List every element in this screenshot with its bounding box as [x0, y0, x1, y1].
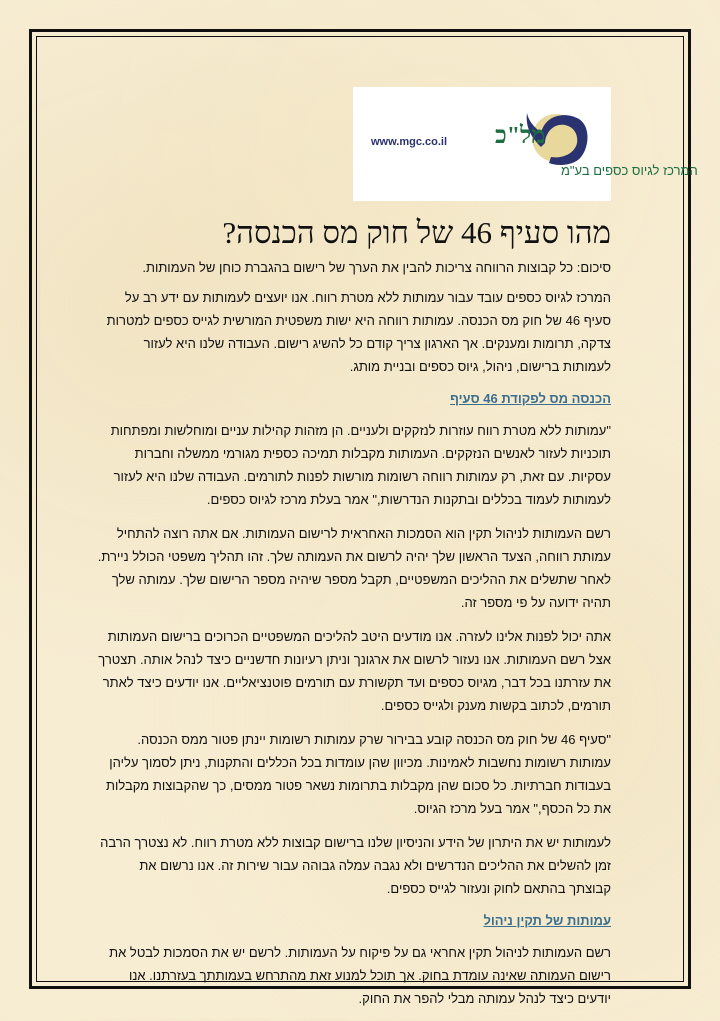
- article-title: מהו סעיף 46 של חוק מס הכנסה?: [222, 215, 611, 250]
- logo-url: www.mgc.co.il: [371, 136, 447, 148]
- section1-heading: הכנסה מס לפקודת 46 סעיף: [450, 391, 611, 406]
- section2-paragraph: רשם העמותות לניהול תקין אחראי גם על פיקוח על העמותות. לרשם יש את הסמכות לבטל את רישום העמותה שאינה עומדת בחוק. אך תוכל למנוע זאת מהתרחש בעמותתך בעזרתנו. אנו יודעים כיצד לנהל עמותה מבלי להפר את החוק.: [109, 945, 611, 1006]
- section1-paragraph: רשם העמותות לניהול תקין הוא הסמכות האחראית לרישום העמותות. אם אתה רוצה להתחיל עמותת רווחה, הצעד הראשון שלך יהיה לרשום את העמותה שלך. זהו תהליך משפטי הכולל ניירת. לאחר שתשלים את ההליכים המשפטיים, תקבל מספר שיהיה מספר הרישום שלך. עמותה שלך תהיה ידועה על פי מספר זה.: [97, 526, 611, 610]
- section1-paragraph: לעמותות יש את היתרון של הידע והניסיון שלנו ברישום קבוצות ללא מטרת רווח. לא נצטרך הרבה זמן להשלים את ההליכים הנדרשים ולא נגבה עמלה גבוהה עבור שירות זה. אנו נרשום את קבוצתך בהתאם לחוק ונעזור לגייס כספים.: [100, 835, 611, 896]
- section1-paragraph: אתה יכול לפנות אלינו לעזרה. אנו מודעים היטב להליכים המשפטיים הכרוכים ברישום העמותות אצל רשם העמותות. אנו נעזור לרשום את ארגונך וניתן רעיונות חדשניים כיצד לנהל אותה. תצטרך את עזרתנו בכל דבר, מגיוס כספים ועד תקשורת עם תורמים פוטנציאליים. אנו יודעים כיצד לאתר תורמים, לכתוב בקשות מענק ולגייס כספים.: [98, 629, 611, 713]
- section2-heading: עמותות של תקין ניהול: [483, 913, 611, 928]
- company-logo: [353, 87, 698, 201]
- section1-paragraph: "עמותות ללא מטרת רווח עוזרות לנזקקים ולעניים. הן מזהות קהילות עניים ומוחלשות ומפתחות תוכניות לעזור לאנשים הנזקקים. העמותות מקבלות תמיכה כספית מגורמי ממשלה וחברות עסקיות. עם זאת, רק עמותות רווחה רשומות מורשות לפנות לתורמים. העבודה שלנו היא לעזור לעמותות לעמוד בכללים ובתקנות הנדרשות," אמר בעלת מרכז לגיוס כספים.: [110, 423, 611, 507]
- article: [95, 208, 611, 1021]
- intro-paragraph: המרכז לגיוס כספים עובד עבור עמותות ללא מטרת רווח. אנו יועצים לעמותות עם ידע רב על סעיף 46 של חוק מס הכנסה. עמותות רווחה היא ישות משפטית המורשית לגייס כספים למטרות צדקה, תרומות ומענקים. אך הארגון צריך קודם כל להשיג רישום. העבודה שלנו היא לעזור לעמותות ברישום, ניהול, גיוס כספים ובניית מותג.: [106, 290, 611, 374]
- logo-graphic: [353, 87, 698, 201]
- section1-paragraph: "סעיף 46 של חוק מס הכנסה קובע בבירור שרק עמותות רשומות יינתן פטור ממס הכנסה. עמותות רשומות נחשבות לאמינות. מכיוון שהן עומדות בכל הכללים והתקנות, ניתן לסמוך עליהן בעבודות חברתיות. כל סכום שהן מקבלות בתרומות נשאר פטור ממסים, כך שהקבוצות מקבלות את כל הכסף," אמר בעל מרכז הגיוס.: [106, 732, 611, 816]
- logo-tagline: המרכז לגיוס כספים בע"מ: [561, 163, 698, 178]
- article-summary: סיכום: כל קבוצות הרווחה צריכות להבין את הערך של רישום בהגברת כוחן של העמותות.: [142, 260, 611, 275]
- logo-brand: מל"כ: [495, 123, 546, 149]
